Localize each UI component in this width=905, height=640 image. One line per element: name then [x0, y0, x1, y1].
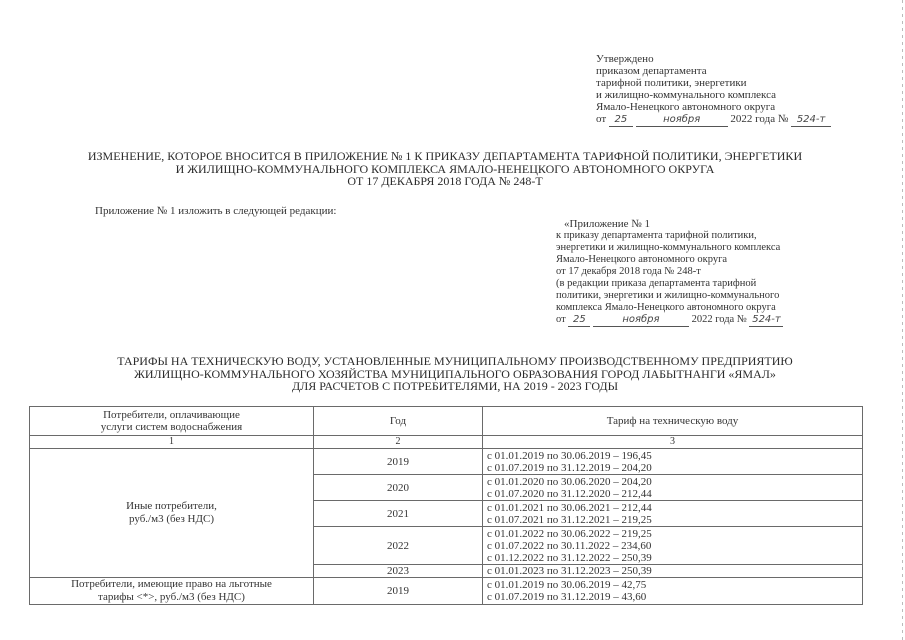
rates-cell	[483, 565, 863, 578]
approval-date-day: 25	[609, 114, 633, 127]
year-cell: 2022	[314, 527, 483, 565]
approval-line: тарифной политики, энергетики	[596, 77, 747, 89]
table-title-line: ДЛЯ РАСЧЕТОВ С ПОТРЕБИТЕЛЯМИ, НА 2019 - 2023 ГОДЫ	[291, 379, 619, 393]
consumer-line: руб./м3 (без НДС)	[129, 513, 214, 525]
year-cell: 2023	[314, 565, 483, 578]
rate-line: с 01.07.2021 по 31.12.2021 – 219,25	[487, 513, 652, 526]
rate-line: с 01.01.2023 по 31.12.2023 – 250,39	[487, 565, 652, 577]
rate-line: с 01.01.2021 по 30.06.2021 – 212,44	[487, 501, 652, 514]
header-year: Год	[314, 407, 483, 436]
rates-cell	[483, 475, 863, 501]
rate-line: с 01.01.2022 по 30.06.2022 – 219,25	[487, 527, 652, 540]
annex-date-suffix: 2022 года №	[691, 314, 747, 325]
annex-line: комплекса Ямало-Ненецкого автономного округа	[556, 302, 776, 313]
column-number: 1	[30, 436, 314, 449]
consumer-cell	[30, 449, 314, 578]
year-cell: 2020	[314, 475, 483, 501]
approval-stamp	[596, 53, 896, 127]
annex-order-number: 524-т	[749, 314, 783, 327]
year-cell: 2021	[314, 501, 483, 527]
document-title	[30, 150, 860, 188]
rates-cell	[483, 578, 863, 605]
rate-line: с 01.07.2020 по 31.12.2020 – 212,44	[487, 487, 652, 500]
consumer-line: тарифы <*>, руб./м3 (без НДС)	[98, 591, 245, 603]
approval-date-suffix: 2022 года №	[730, 113, 789, 125]
header-consumers	[30, 407, 314, 436]
header-consumers-line: услуги систем водоснабжения	[100, 421, 243, 433]
rate-line: с 01.07.2022 по 30.11.2022 – 234,60	[487, 539, 652, 552]
table-title-line: ТАРИФЫ НА ТЕХНИЧЕСКУЮ ВОДУ, УСТАНОВЛЕННЫЕ МУНИЦИПАЛЬНОМУ ПРОИЗВОДСТВЕННОМУ ПРЕДПРИЯТИЮ	[117, 354, 793, 368]
annex-header	[556, 218, 856, 327]
approval-order-number: 524-т	[791, 114, 831, 127]
annex-line: от 17 декабря 2018 года № 248-т	[556, 266, 701, 277]
year-cell: 2019	[314, 449, 483, 475]
consumer-line: Потребители, имеющие право на льготные	[71, 578, 272, 590]
intro-text: Приложение № 1 изложить в следующей редакции:	[95, 205, 337, 217]
rates-cell	[483, 527, 863, 565]
rate-line: с 01.01.2020 по 30.06.2020 – 204,20	[487, 475, 652, 488]
rate-line: с 01.01.2019 по 30.06.2019 – 196,45	[487, 449, 652, 462]
annex-line: Ямало-Ненецкого автономного округа	[556, 254, 728, 265]
header-consumers-line: Потребители, оплачивающие	[103, 409, 240, 421]
table-title	[70, 355, 840, 393]
scan-edge-divider	[902, 0, 903, 640]
annex-line: к приказу департамента тарифной политики,	[556, 230, 757, 241]
rate-line: с 01.07.2019 по 31.12.2019 – 43,60	[487, 591, 647, 603]
approval-line: Ямало-Ненецкого автономного округа	[596, 101, 776, 113]
year-cell: 2019	[314, 578, 483, 605]
column-number: 3	[483, 436, 863, 449]
annex-line: политики, энергетики и жилищно-коммунального	[556, 290, 780, 301]
approval-line: Утверждено	[596, 53, 654, 65]
approval-date-line	[596, 113, 896, 127]
tariff-table	[29, 406, 863, 605]
column-number-row	[30, 436, 863, 449]
approval-date-month: ноября	[636, 114, 728, 127]
rate-line: с 01.01.2019 по 30.06.2019 – 42,75	[487, 579, 647, 591]
annex-date-prefix: от	[556, 314, 566, 325]
approval-line: и жилищно-коммунального комплекса	[596, 89, 777, 101]
rate-line: с 01.07.2019 по 31.12.2019 – 204,20	[487, 461, 652, 474]
rates-cell	[483, 501, 863, 527]
rates-cell	[483, 449, 863, 475]
approval-date-prefix: от	[596, 113, 607, 125]
annex-date-line	[556, 314, 856, 327]
table-header-row	[30, 407, 863, 436]
consumer-cell	[30, 578, 314, 605]
table-row	[30, 449, 863, 475]
annex-date-month: ноября	[593, 314, 689, 327]
column-number: 2	[314, 436, 483, 449]
annex-line: энергетики и жилищно-коммунального комплекса	[556, 242, 781, 253]
title-line: ИЗМЕНЕНИЕ, КОТОРОЕ ВНОСИТСЯ В ПРИЛОЖЕНИЕ № 1 К ПРИКАЗУ ДЕПАРТАМЕНТА ТАРИФНОЙ ПОЛИТИКИ, ЭНЕРГЕТИКИ	[87, 149, 803, 163]
annex-line: (в редакции приказа департамента тарифной	[556, 278, 757, 289]
header-tariff: Тариф на техническую воду	[483, 407, 863, 436]
consumer-line: Иные потребители,	[126, 500, 217, 512]
annex-line: «Приложение № 1	[564, 218, 651, 230]
rate-line: с 01.12.2022 по 31.12.2022 – 250,39	[487, 551, 652, 564]
approval-line: приказом департамента	[596, 65, 707, 77]
table-title-line: ЖИЛИЩНО-КОММУНАЛЬНОГО ХОЗЯЙСТВА МУНИЦИПАЛЬНОГО ОБРАЗОВАНИЯ ГОРОД ЛАБЫТНАНГИ «ЯМАЛ»	[134, 366, 776, 381]
title-line: ОТ 17 ДЕКАБРЯ 2018 ГОДА № 248-Т	[347, 174, 543, 188]
table-row	[30, 578, 863, 605]
title-line: И ЖИЛИЩНО-КОММУНАЛЬНОГО КОМПЛЕКСА ЯМАЛО-НЕНЕЦКОГО АВТОНОМНОГО ОКРУГА	[175, 161, 715, 176]
annex-date-day: 25	[568, 314, 590, 327]
